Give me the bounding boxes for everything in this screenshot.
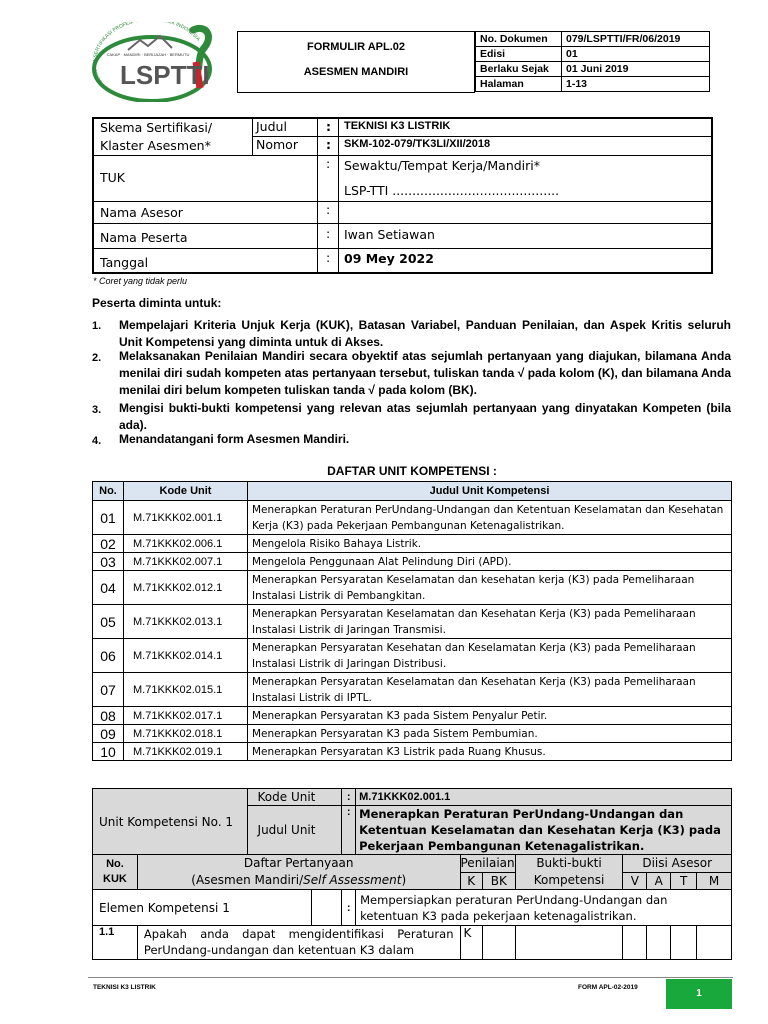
- peserta-label: Nama Peserta: [100, 230, 188, 245]
- meta-row: [476, 32, 710, 47]
- unit-judul: Menerapkan Persyaratan K3 pada Sistem Pembumian.: [248, 725, 732, 743]
- divider: [338, 119, 339, 272]
- meta-label: Halaman: [476, 77, 562, 92]
- header-judul: Judul Unit Kompetensi: [248, 482, 732, 501]
- meta-label: Berlaku Sejak: [476, 62, 562, 77]
- judul-unit-label: Judul Unit: [247, 806, 342, 855]
- table-row: [93, 639, 732, 673]
- tuk-lsp-value: LSP-TTI ..........................................: [344, 183, 560, 198]
- unit-no: 05: [93, 605, 124, 639]
- logo-ring-text: LEMBAGA SERTIFIKASI PROFESI IK INDONESIA: [92, 22, 202, 85]
- unit-no: 07: [93, 673, 124, 707]
- form-subtitle: ASESMEN MANDIRI: [303, 66, 409, 78]
- bukti-input[interactable]: [515, 926, 623, 960]
- unit-judul: Menerapkan Persyaratan Keselamatan dan kesehatan kerja (K3) pada Pemeliharaan Instalasi Listrik di Pembangkitan.: [248, 571, 732, 605]
- elemen-value: Mempersiapkan peraturan PerUndang-Undangan dan ketentuan K3 pada pekerjaan ketenagalistrikan.: [356, 890, 732, 926]
- v-checkbox[interactable]: [623, 926, 647, 960]
- unit-no: 08: [93, 707, 124, 725]
- logo-tagline: CAKAP · MANDIRI · BERIJAZAH · BERMUTU: [106, 52, 190, 57]
- tuk-value: Sewaktu/Tempat Kerja/Mandiri*: [344, 158, 541, 173]
- judul-unit-value: Menerapkan Peraturan PerUndang-Undangan dan Ketentuan Keselamatan dan Kesehatan Kerja (K3) pada Pekerjaan Pembangunan Ketenagalistrikan.: [356, 806, 732, 855]
- meta-row: [476, 47, 710, 62]
- colon: :: [326, 250, 331, 265]
- table-row: [93, 535, 732, 553]
- bk-header: BK: [482, 872, 515, 890]
- table-row: [93, 553, 732, 571]
- bukti-line1: Bukti-bukti: [536, 856, 602, 870]
- daftar-line1: Daftar Pertanyaan: [243, 856, 354, 870]
- unit-judul: Menerapkan Peraturan PerUndang-Undangan dan Ketentuan Keselamatan dan Kesehatan Kerja (K3) pada Pekerjaan Pembangunan Ketenagalistrikan.: [248, 501, 732, 535]
- no-kuk-line2: KUK: [103, 873, 127, 885]
- unit-judul: Menerapkan Persyaratan Kesehatan dan Keselamatan Kerja (K3) pada Pemeliharaan Instalasi Listrik di Jaringan Distribusi.: [248, 639, 732, 673]
- meta-value: 079/LSPTTI/FR/06/2019: [562, 32, 710, 47]
- instruction-text: Mengisi bukti-bukti kompetensi yang relevan atas sejumlah pertanyaan yang dinyatakan Kompeten (bila ada).: [119, 401, 731, 432]
- table-row: [93, 605, 732, 639]
- unit-no: 03: [93, 553, 124, 571]
- meta-value: 1-13: [562, 77, 710, 92]
- colon: :: [326, 156, 331, 171]
- divider: [252, 136, 712, 137]
- table-row: [93, 743, 732, 761]
- bukti-header: [515, 855, 623, 890]
- bk-checkbox[interactable]: [482, 926, 515, 960]
- elemen-row: [93, 890, 732, 926]
- unit-judul: Mengelola Risiko Bahaya Listrik.: [248, 535, 732, 553]
- divider: [94, 223, 712, 224]
- penilaian-header: Penilaian: [460, 856, 515, 871]
- divider: [94, 155, 712, 156]
- kode-unit-value: M.71KKK02.001.1: [356, 789, 732, 806]
- unit-kode: M.71KKK02.017.1: [124, 707, 248, 725]
- a-checkbox[interactable]: [647, 926, 671, 960]
- peserta-value: Iwan Setiawan: [344, 227, 435, 242]
- colon: :: [342, 789, 356, 806]
- table-header-row: [93, 482, 732, 501]
- k-header: K: [460, 872, 482, 890]
- bukti-line2: Kompetensi: [533, 873, 605, 887]
- meta-label: Edisi: [476, 47, 562, 62]
- asesor-label: Nama Asesor: [100, 205, 183, 220]
- t-header: T: [671, 872, 697, 890]
- meta-value: 01: [562, 47, 710, 62]
- divider: [94, 248, 712, 249]
- diisi-asesor-header: Diisi Asesor: [623, 855, 732, 873]
- unit-judul: Menerapkan Persyaratan Keselamatan dan Kesehatan Kerja (K3) pada Pemeliharaan Instalasi Listrik di Jaringan Transmisi.: [248, 605, 732, 639]
- nomor-value: SKM-102-079/TK3LI/XII/2018: [344, 138, 491, 150]
- judul-value: TEKNISI K3 LISTRIK: [344, 120, 451, 132]
- table-row: [93, 725, 732, 743]
- no-kuk-line1: No.: [106, 858, 124, 870]
- instruction-number: 4.: [92, 435, 102, 447]
- elemen-label: Elemen Kompetensi 1: [93, 890, 312, 926]
- meta-label: No. Dokumen: [476, 32, 562, 47]
- unit-kode: M.71KKK02.006.1: [124, 535, 248, 553]
- instruction-number: 2.: [92, 352, 102, 364]
- colon: :: [326, 226, 331, 241]
- unit-judul: Mengelola Penggunaan Alat Pelindung Diri (APD).: [248, 553, 732, 571]
- unit-no: 06: [93, 639, 124, 673]
- divider: [252, 119, 253, 155]
- k-checkbox[interactable]: K: [460, 926, 482, 960]
- colon: :: [326, 119, 331, 134]
- meta-row: [476, 62, 710, 77]
- daftar-line2c: ): [401, 873, 407, 887]
- table-row: [93, 571, 732, 605]
- colon: :: [326, 137, 331, 152]
- instructions-title: Peserta diminta untuk:: [92, 296, 222, 310]
- judul-label: Judul: [256, 119, 287, 134]
- unit-kode: M.71KKK02.014.1: [124, 639, 248, 673]
- tanggal-label: Tanggal: [100, 255, 149, 270]
- divider: [317, 119, 318, 272]
- unit-kode: M.71KKK02.013.1: [124, 605, 248, 639]
- header-no: No.: [93, 482, 124, 501]
- a-header: A: [647, 872, 671, 890]
- daftar-line2b: Self Assessment: [303, 873, 402, 887]
- meta-row: [476, 77, 710, 92]
- unit-kode: M.71KKK02.007.1: [124, 553, 248, 571]
- unit-no: 10: [93, 743, 124, 761]
- document-meta-table: [475, 31, 710, 92]
- page-number-badge: 1: [666, 979, 732, 1009]
- daftar-pertanyaan-header: [137, 855, 460, 890]
- unit-list-table: [92, 481, 732, 761]
- unit-list-title: DAFTAR UNIT KOMPETENSI :: [327, 464, 497, 478]
- unit-kode: M.71KKK02.012.1: [124, 571, 248, 605]
- tanggal-value: 09 Mey 2022: [344, 251, 434, 266]
- kode-unit-label: Kode Unit: [247, 789, 342, 806]
- table-row: [93, 707, 732, 725]
- header-kode: Kode Unit: [124, 482, 248, 501]
- table-row: [93, 501, 732, 535]
- unit-no: 02: [93, 535, 124, 553]
- unit-kode: M.71KKK02.019.1: [124, 743, 248, 761]
- unit-kode: M.71KKK02.015.1: [124, 673, 248, 707]
- kode-unit-row: [93, 789, 732, 806]
- lsptti-logo: [88, 22, 220, 102]
- v-header: V: [623, 872, 647, 890]
- unit-judul: Menerapkan Persyaratan K3 Listrik pada Ruang Khusus.: [248, 743, 732, 761]
- footer-form-code: FORM APL-02-2019: [578, 984, 638, 991]
- instruction-text: Melaksanakan Penilaian Mandiri secara obyektif atas sejumlah pertanyaan yang diajukan, bilamana Anda menilai diri sudah kompeten atas pertanyaan tersebut, tuliskan tanda √ pada kolom (K), dan bilamana Anda menilai diri belum kompeten tuliskan tanda √ pada kolom (BK).: [119, 349, 731, 397]
- question-row: [93, 926, 732, 960]
- tuk-label: TUK: [100, 170, 125, 185]
- instruction-text: Menandatangani form Asesmen Mandiri.: [119, 432, 350, 446]
- skema-label: Skema Sertifikasi/: [100, 120, 213, 135]
- question-text: Apakah anda dapat mengidentifikasi Peraturan PerUndang-undangan dan ketentuan K3 dalam: [137, 926, 460, 960]
- unit-no: 09: [93, 725, 124, 743]
- unit-kode: M.71KKK02.018.1: [124, 725, 248, 743]
- instruction-number: 3.: [92, 404, 102, 416]
- m-checkbox[interactable]: [697, 926, 732, 960]
- meta-value: 01 Juni 2019: [562, 62, 710, 77]
- footer-scheme: TEKNISI K3 LISTRIK: [93, 984, 156, 991]
- unit-no-label: Unit Kompetensi No. 1: [93, 789, 248, 855]
- colon: :: [342, 890, 356, 926]
- instruction-text: Mempelajari Kriteria Unjuk Kerja (KUK), Batasan Variabel, Panduan Penilaian, dan Aspek Kritis seluruh Unit Kompetensi yang diminta untuk di Akses.: [119, 318, 731, 349]
- nomor-label: Nomor: [256, 137, 298, 152]
- colon: :: [342, 806, 356, 855]
- unit-detail-table: [92, 788, 732, 960]
- instruction-number: 1.: [92, 320, 102, 332]
- spacer: [312, 890, 342, 926]
- question-no: 1.1: [93, 926, 138, 960]
- unit-no: 04: [93, 571, 124, 605]
- divider: [94, 201, 712, 202]
- form-title-box: [237, 31, 475, 93]
- unit-judul: Menerapkan Persyaratan K3 pada Sistem Penyalur Petir.: [248, 707, 732, 725]
- t-checkbox[interactable]: [671, 926, 697, 960]
- daftar-line2a: (Asesmen Mandiri/: [191, 873, 304, 887]
- unit-judul: Menerapkan Persyaratan Keselamatan dan Kesehatan Kerja (K3) pada Pemeliharaan Instalasi Listrik di IPTL.: [248, 673, 732, 707]
- unit-no: 01: [93, 501, 124, 535]
- unit-kode: M.71KKK02.001.1: [124, 501, 248, 535]
- footer-divider: [88, 977, 733, 978]
- form-title: FORMULIR APL.02: [307, 41, 405, 53]
- question-header-row: [93, 855, 732, 873]
- colon: :: [326, 202, 331, 217]
- no-kuk-header: [93, 855, 138, 890]
- klaster-label: Klaster Asesmen*: [100, 138, 211, 153]
- table-row: [93, 673, 732, 707]
- m-header: M: [697, 872, 732, 890]
- logo-text: LSPTTI: [120, 60, 210, 90]
- footnote: * Coret yang tidak perlu: [93, 276, 188, 286]
